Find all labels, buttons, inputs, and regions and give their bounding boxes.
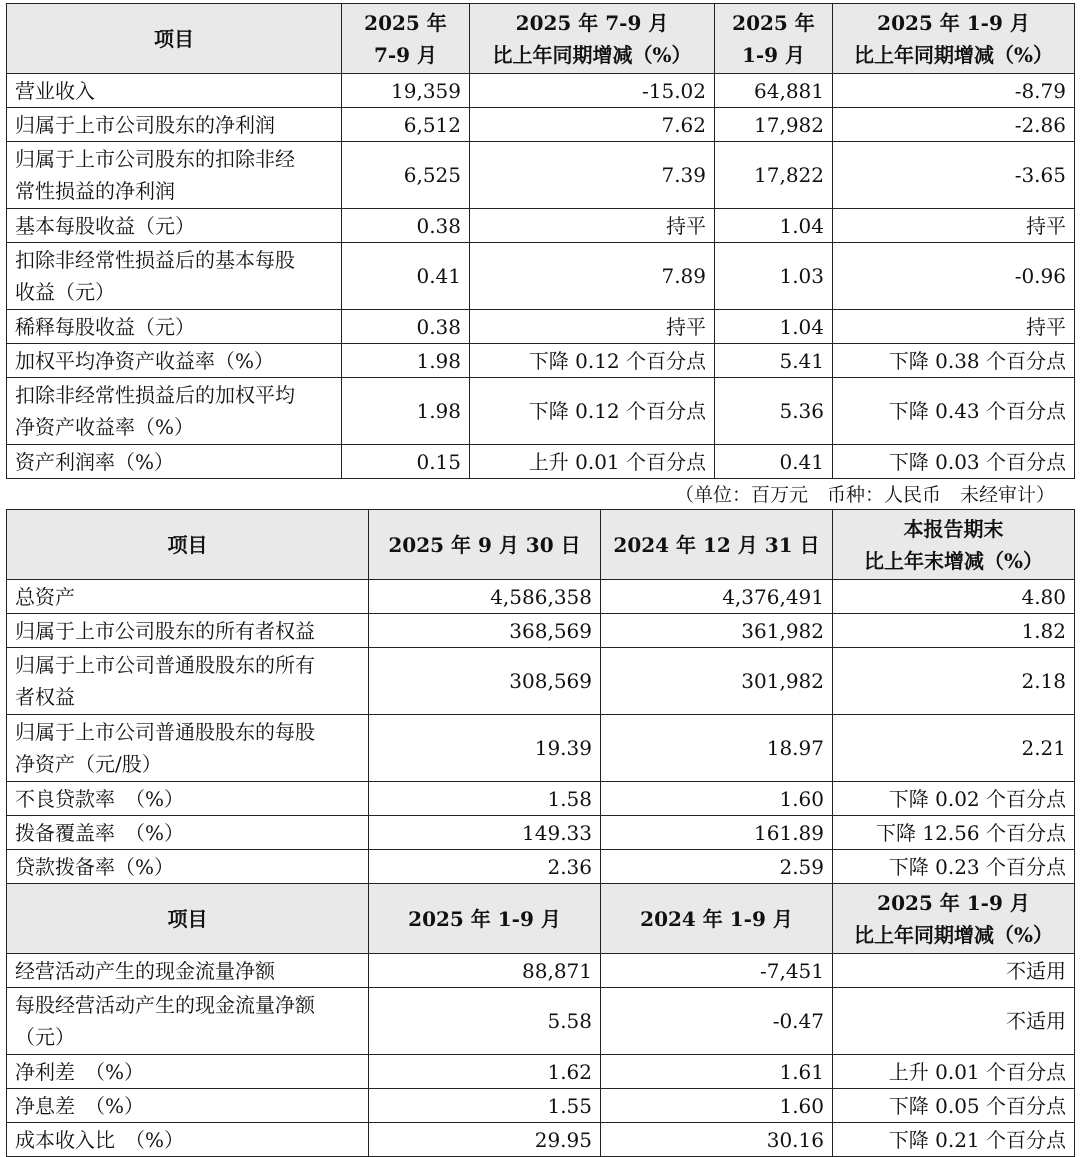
row-item-text: 稀释每股收益（元） (15, 314, 195, 339)
change-vs-year-end: 下降 12.56 个百分点 (833, 816, 1075, 850)
row-item-label (7, 648, 369, 715)
header-text: 2025 年 (364, 10, 447, 35)
change-q3-yoy: 7.39 (470, 142, 715, 209)
row-item-text: 净资产（元/股） (15, 752, 162, 776)
value-2024-12-31: 1.60 (601, 782, 833, 816)
value-9m-2025: 17,822 (715, 142, 833, 209)
change-9m-yoy: 下降 0.03 个百分点 (833, 445, 1075, 479)
change-9m-yoy: 下降 0.43 个百分点 (833, 378, 1075, 445)
value-9m-2025: 5.58 (369, 988, 601, 1055)
t1-header-cell (833, 4, 1075, 74)
change-q3-yoy: 下降 0.12 个百分点 (470, 344, 715, 378)
value-9m-2024: 1.61 (601, 1055, 833, 1089)
header-text: 2025 年 9 月 30 日 (388, 532, 581, 557)
balance-sheet-table (6, 509, 1075, 1157)
table-row (7, 378, 1075, 445)
value-9m-2025: 88,871 (369, 954, 601, 988)
row-item-label (7, 816, 369, 850)
row-item-label (7, 988, 369, 1055)
row-item-text: 每股经营活动产生的现金流量净额 (15, 993, 315, 1017)
change-9m-yoy: -8.79 (833, 74, 1075, 108)
value-2025-09-30: 308,569 (369, 648, 601, 715)
change-9m-yoy: 持平 (833, 310, 1075, 344)
t1-header-cell (470, 4, 715, 74)
change-q3-yoy: 7.89 (470, 243, 715, 310)
row-item-label (7, 1055, 369, 1089)
value-9m-2025: 64,881 (715, 74, 833, 108)
header-text: 2025 年 1-9 月 (408, 906, 561, 931)
value-2024-12-31: 161.89 (601, 816, 833, 850)
table-row (7, 74, 1075, 108)
table-row (7, 310, 1075, 344)
row-item-text: 净息差 （%） (15, 1093, 145, 1118)
table-row (7, 108, 1075, 142)
table-row (7, 445, 1075, 479)
value-q3-2025: 0.41 (342, 243, 470, 310)
value-q3-2025: 6,525 (342, 142, 470, 209)
row-item-label (7, 782, 369, 816)
change-q3-yoy: 7.62 (470, 108, 715, 142)
t1-header-cell (715, 4, 833, 74)
value-q3-2025: 1.98 (342, 378, 470, 445)
row-item-label (7, 954, 369, 988)
row-item-text: 者权益 (15, 685, 75, 709)
table-row (7, 648, 1075, 715)
value-2025-09-30: 2.36 (369, 850, 601, 884)
t2-header-cell (7, 510, 369, 580)
row-item-text: 归属于上市公司股东的净利润 (15, 112, 275, 137)
value-9m-2025: 5.41 (715, 344, 833, 378)
t3-header-cell (833, 884, 1075, 954)
value-9m-2025: 1.04 (715, 310, 833, 344)
table-row (7, 614, 1075, 648)
t2-header-cell (601, 510, 833, 580)
table-row (7, 1055, 1075, 1089)
row-item-label (7, 243, 342, 310)
value-9m-2024: 1.60 (601, 1089, 833, 1123)
row-item-text: 扣除非经常性损益后的基本每股 (15, 248, 295, 272)
value-9m-2025: 1.03 (715, 243, 833, 310)
header-text: 2024 年 1-9 月 (640, 906, 793, 931)
row-item-label (7, 614, 369, 648)
value-2025-09-30: 368,569 (369, 614, 601, 648)
row-item-label (7, 310, 342, 344)
value-2025-09-30: 1.58 (369, 782, 601, 816)
change-9m-yoy: -2.86 (833, 108, 1075, 142)
row-item-label (7, 445, 342, 479)
table-row (7, 988, 1075, 1055)
row-item-label (7, 378, 342, 445)
row-item-text: 净资产收益率（%） (15, 415, 195, 439)
header-text: 2025 年 1-9 月 (877, 10, 1030, 35)
change-q3-yoy: 下降 0.12 个百分点 (470, 378, 715, 445)
row-item-text: 资产利润率（%） (15, 449, 175, 474)
header-text: 比上年同期增减（%） (492, 42, 692, 67)
row-item-text: 归属于上市公司股东的所有者权益 (15, 618, 315, 643)
value-9m-2024: -0.47 (601, 988, 833, 1055)
header-text: 7-9 月 (373, 42, 438, 67)
unit-note: （单位：百万元 币种：人民币 未经审计） (674, 484, 1055, 506)
row-item-label (7, 74, 342, 108)
header-text: 比上年末增减（%） (863, 548, 1043, 573)
change-q3-yoy: 持平 (470, 209, 715, 243)
change-vs-year-end: 下降 0.23 个百分点 (833, 850, 1075, 884)
value-q3-2025: 6,512 (342, 108, 470, 142)
value-2025-09-30: 4,586,358 (369, 580, 601, 614)
table-row (7, 209, 1075, 243)
table-header-row (7, 4, 1075, 74)
row-item-text: 贷款拨备率（%） (15, 854, 175, 879)
value-9m-2025: 17,982 (715, 108, 833, 142)
value-q3-2025: 19,359 (342, 74, 470, 108)
row-item-text: （元） (15, 1025, 75, 1049)
table-row (7, 715, 1075, 782)
value-2024-12-31: 4,376,491 (601, 580, 833, 614)
table-row (7, 816, 1075, 850)
table-row (7, 850, 1075, 884)
value-9m-2025: 1.04 (715, 209, 833, 243)
row-item-text: 总资产 (15, 584, 75, 609)
t1-header-cell (342, 4, 470, 74)
row-item-text: 收益（元） (15, 280, 115, 304)
row-item-label (7, 209, 342, 243)
header-text: 2025 年 (732, 10, 815, 35)
table-row (7, 243, 1075, 310)
table-header-row (7, 510, 1075, 580)
change-9m-yoy: 下降 0.38 个百分点 (833, 344, 1075, 378)
row-item-text: 归属于上市公司股东的扣除非经 (15, 147, 295, 171)
t2-header-cell (833, 510, 1075, 580)
row-item-text: 成本收入比 （%） (15, 1127, 185, 1152)
row-item-label (7, 715, 369, 782)
quarterly-performance-table (6, 3, 1075, 479)
header-text: 2025 年 7-9 月 (515, 10, 669, 35)
change-9m-yoy: 下降 0.21 个百分点 (833, 1123, 1075, 1157)
change-9m-yoy: 不适用 (833, 988, 1075, 1055)
value-9m-2025: 29.95 (369, 1123, 601, 1157)
row-item-text: 加权平均净资产收益率（%） (15, 348, 275, 373)
cashflow-header-row (7, 884, 1075, 954)
value-q3-2025: 0.15 (342, 445, 470, 479)
change-9m-yoy: -3.65 (833, 142, 1075, 209)
row-item-text: 归属于上市公司普通股股东的每股 (15, 720, 315, 744)
header-text: 比上年同期增减（%） (853, 922, 1053, 947)
row-item-label (7, 580, 369, 614)
header-text: 比上年同期增减（%） (853, 42, 1053, 67)
value-q3-2025: 0.38 (342, 209, 470, 243)
value-2024-12-31: 361,982 (601, 614, 833, 648)
value-q3-2025: 0.38 (342, 310, 470, 344)
row-item-text: 扣除非经常性损益后的加权平均 (15, 383, 295, 407)
row-item-text: 净利差 （%） (15, 1059, 145, 1084)
table-row (7, 1123, 1075, 1157)
header-text: 项目 (167, 906, 208, 931)
value-2024-12-31: 18.97 (601, 715, 833, 782)
change-9m-yoy: -0.96 (833, 243, 1075, 310)
value-9m-2025: 5.36 (715, 378, 833, 445)
row-item-label (7, 850, 369, 884)
row-item-label (7, 108, 342, 142)
row-item-label (7, 142, 342, 209)
t3-header-cell (369, 884, 601, 954)
header-text: 项目 (154, 26, 194, 51)
header-text: 1-9 月 (741, 42, 806, 67)
change-vs-year-end: 下降 0.02 个百分点 (833, 782, 1075, 816)
change-vs-year-end: 2.21 (833, 715, 1075, 782)
row-item-text: 拨备覆盖率 （%） (15, 820, 185, 845)
t3-header-cell (601, 884, 833, 954)
value-2024-12-31: 2.59 (601, 850, 833, 884)
change-q3-yoy: 持平 (470, 310, 715, 344)
t1-header-cell (7, 4, 342, 74)
table-row (7, 782, 1075, 816)
row-item-text: 经营活动产生的现金流量净额 (15, 958, 275, 983)
row-item-label (7, 1123, 369, 1157)
table-row (7, 142, 1075, 209)
value-9m-2024: 30.16 (601, 1123, 833, 1157)
change-9m-yoy: 下降 0.05 个百分点 (833, 1089, 1075, 1123)
value-9m-2024: -7,451 (601, 954, 833, 988)
header-text: 项目 (167, 532, 208, 557)
header-text: 2025 年 1-9 月 (877, 890, 1030, 915)
row-item-text: 营业收入 (15, 78, 95, 103)
change-vs-year-end: 4.80 (833, 580, 1075, 614)
value-9m-2025: 0.41 (715, 445, 833, 479)
value-2025-09-30: 19.39 (369, 715, 601, 782)
value-9m-2025: 1.55 (369, 1089, 601, 1123)
change-vs-year-end: 2.18 (833, 648, 1075, 715)
change-vs-year-end: 1.82 (833, 614, 1075, 648)
value-2025-09-30: 149.33 (369, 816, 601, 850)
row-item-label (7, 344, 342, 378)
value-9m-2025: 1.62 (369, 1055, 601, 1089)
row-item-text: 基本每股收益（元） (15, 213, 195, 238)
change-9m-yoy: 持平 (833, 209, 1075, 243)
table-row (7, 954, 1075, 988)
t2-header-cell (369, 510, 601, 580)
row-item-text: 不良贷款率 （%） (15, 786, 185, 811)
header-text: 2024 年 12 月 31 日 (613, 532, 820, 557)
table-row (7, 344, 1075, 378)
change-q3-yoy: 上升 0.01 个百分点 (470, 445, 715, 479)
change-9m-yoy: 不适用 (833, 954, 1075, 988)
change-q3-yoy: -15.02 (470, 74, 715, 108)
t3-header-cell (7, 884, 369, 954)
change-9m-yoy: 上升 0.01 个百分点 (833, 1055, 1075, 1089)
value-2024-12-31: 301,982 (601, 648, 833, 715)
header-text: 本报告期末 (903, 516, 1004, 541)
row-item-text: 常性损益的净利润 (15, 179, 175, 203)
row-item-text: 归属于上市公司普通股股东的所有 (15, 653, 315, 677)
table-row (7, 1089, 1075, 1123)
table-row (7, 580, 1075, 614)
row-item-label (7, 1089, 369, 1123)
value-q3-2025: 1.98 (342, 344, 470, 378)
